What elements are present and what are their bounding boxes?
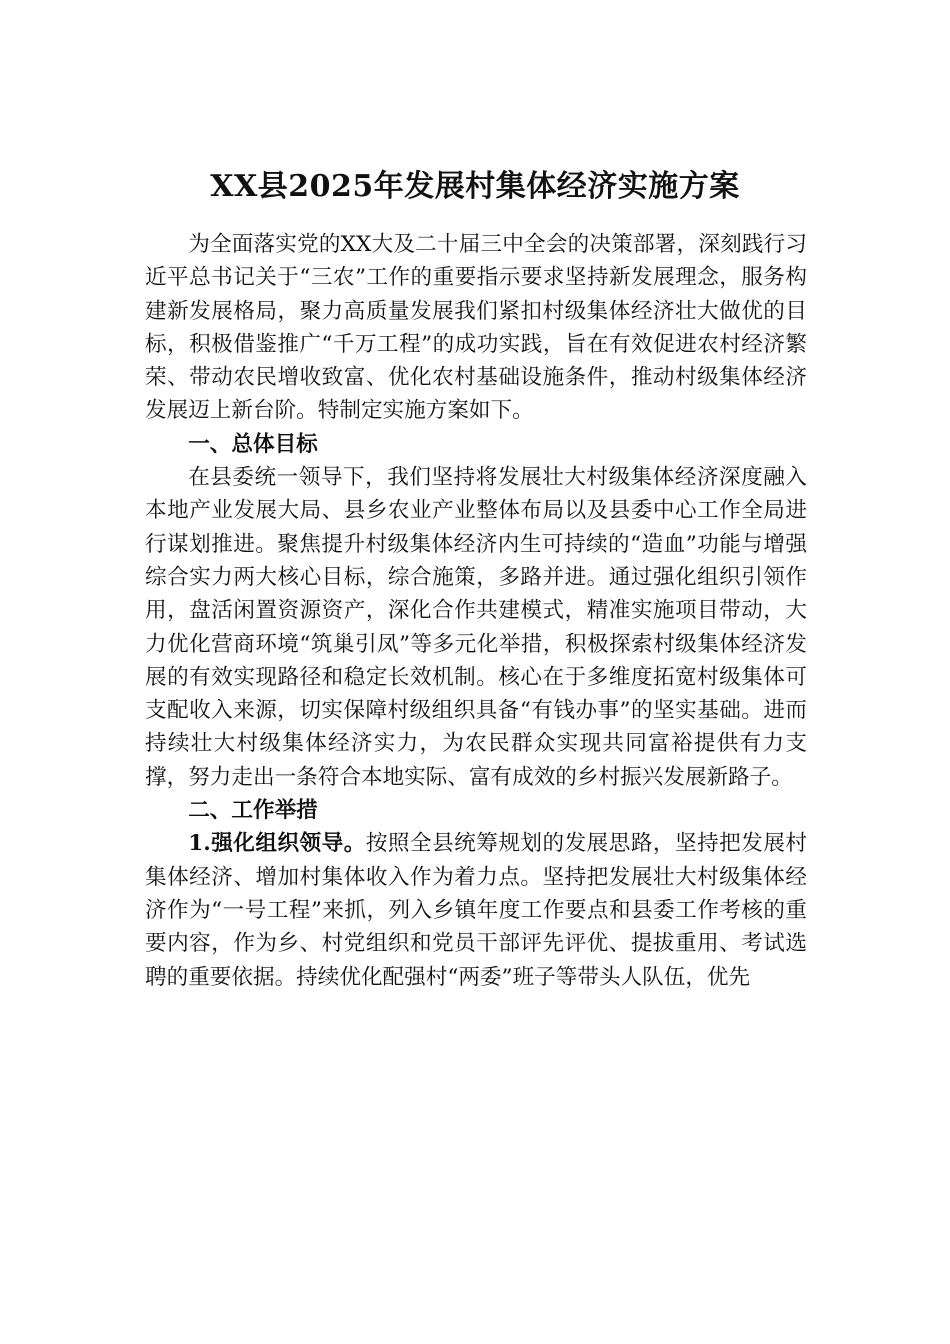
measure-item-1-lead: 1.强化组织领导。 [188, 831, 366, 857]
intro-paragraph: 为全面落实党的XX大及二十届三中全会的决策部署，深刻践行习近平总书记关于“三农”工作的重要指示要求坚持新发展理念，服务构建新发展格局，聚力高质量发展我们紧扣村级集体经济壮大做优的目标，积极借鉴推广“千万工程”的成功实践，旨在有效促进农村经济繁荣、带动农民增收致富、优化农村基础设施条件，推动村级集体经济发展迈上新台阶。特制定实施方案如下。 [145, 232, 807, 424]
document-title: XX县2025年发展村集体经济实施方案 [210, 169, 740, 204]
measure-item-1 [145, 827, 807, 993]
section-heading-general-goal: 一、总体目标 [188, 431, 318, 457]
section-heading-measures: 二、工作举措 [188, 798, 318, 824]
general-goal-paragraph: 在县委统一领导下，我们坚持将发展壮大村级集体经济深度融入本地产业发展大局、县乡农业产业整体布局以及县委中心工作全局进行谋划推进。聚焦提升村级集体经济内生可持续的“造血”功能与增强综合实力两大核心目标，综合施策，多路并进。通过强化组织引领作用，盘活闲置资源资产，深化合作共建模式，精准实施项目带动，大力优化营商环境“筑巢引凤”等多元化举措，积极探索村级集体经济发展的有效实现路径和稳定长效机制。核心在于多维度拓宽村级集体可支配收入来源，切实保障村级组织具备“有钱办事”的坚实基础。进而持续壮大村级集体经济实力，为农民群众实现共同富裕提供有力支撑，努力走出一条符合本地实际、富有成效的乡村振兴发展新路子。 [145, 465, 807, 790]
measure-item-1-text: 按照全县统筹规划的发展思路，坚持把发展村集体经济、增加村集体收入作为着力点。坚持把发展壮大村级集体经济作为“一号工程”来抓，列入乡镇年度工作要点和县委工作考核的重要内容，作为乡、村党组织和党员干部评先评优、提拔重用、考试选聘的重要依据。持续优化配强村“两委”班子等带头人队伍，优先 [145, 831, 807, 990]
document-body [145, 228, 807, 994]
